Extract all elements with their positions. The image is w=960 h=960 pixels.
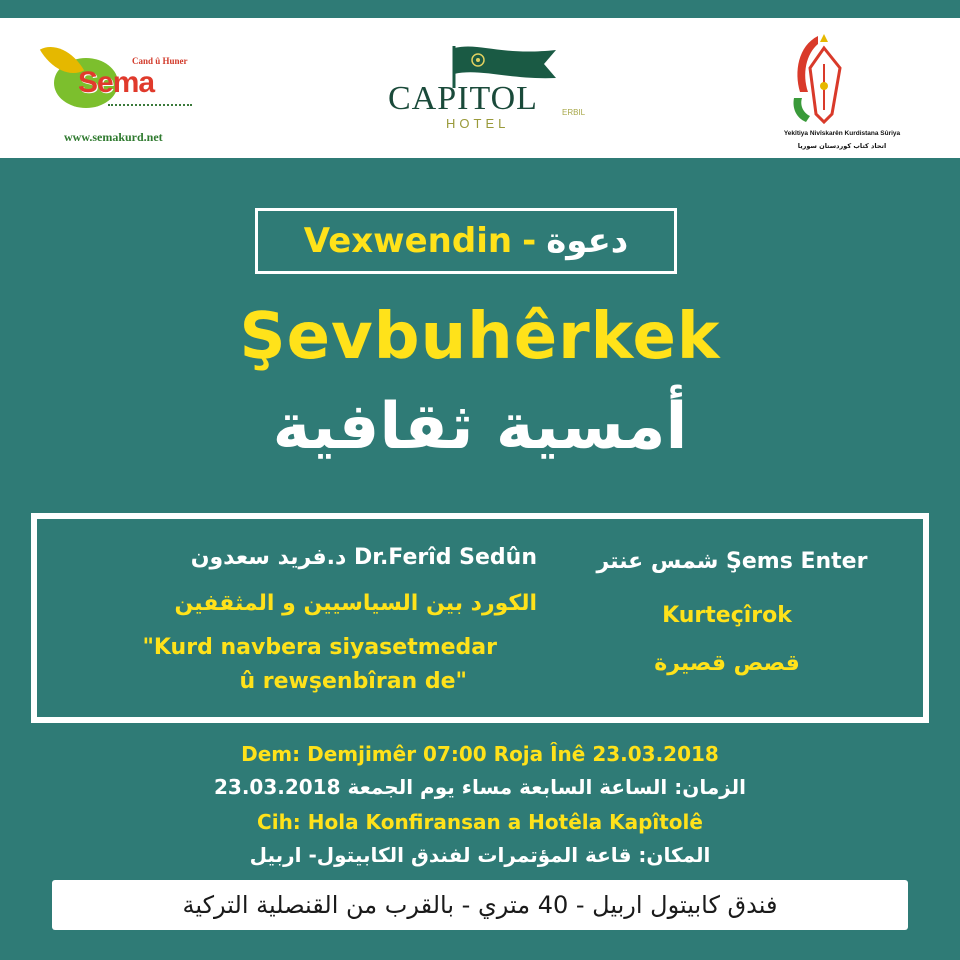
speaker-topic-kurdish: Kurteçîrok (662, 603, 792, 628)
event-title-arabic: أمسية ثقافية (272, 390, 688, 464)
invitation-latin: Vexwendin (303, 221, 513, 261)
sema-url: www.semakurd.net (64, 130, 163, 144)
writers-union-logo (780, 32, 910, 162)
speaker-topic-kurdish-line2: û rewşenbîran de" (239, 669, 467, 694)
event-place-arabic: المكان: قاعة المؤتمرات لفندق الكابيتول- اربيل (249, 843, 711, 867)
speaker-topic-kurdish-line1: "Kurd navbera siyasetmedar (142, 635, 497, 660)
invitation-arabic: دعوة (546, 221, 629, 261)
speaker-topic-arabic: الكورد بين السياسيين و المثقفين (174, 591, 537, 616)
event-time-arabic: الزمان: الساعة السابعة مساء يوم الجمعة 23.03.2018 (213, 775, 747, 799)
invitation-box (255, 208, 677, 274)
address-banner: فندق كابيتول اربيل - 40 متري - بالقرب من القنصلية التركية (52, 880, 908, 930)
speaker-name-sems: شمس عنتر Şems Enter (596, 549, 868, 574)
sema-wordmark: Sema (78, 66, 155, 99)
speakers-box (31, 513, 929, 723)
capitol-city: ERBIL (562, 108, 586, 117)
capitol-wordmark: CAPITOL (388, 80, 538, 117)
invitation-dash: - (522, 221, 537, 261)
sema-subline (108, 104, 192, 114)
top-strip (0, 0, 960, 18)
sema-tagline: Cand û Huner (132, 56, 188, 66)
speaker-topic-arabic-short: قصص قصيرة (654, 651, 800, 676)
union-name-latin: Yekîtiya Nivîskarên Kurdistana Sûriya (783, 130, 901, 137)
sema-logo (48, 40, 198, 150)
event-time-kurdish: Dem: Demjimêr 07:00 Roja Înê 23.03.2018 (241, 742, 719, 766)
capitol-hotel-label: HOTEL (446, 116, 510, 131)
pen-nib-icon (788, 32, 848, 124)
union-name-arabic: اتحاد كتاب كوردستان سوريا (797, 142, 887, 150)
logo-bar (0, 18, 960, 158)
event-title-latin: Şevbuhêrkek (239, 300, 721, 374)
capitol-hotel-logo (388, 42, 598, 142)
event-place-kurdish: Cih: Hola Konfiransan a Hotêla Kapîtolê (257, 810, 703, 834)
speaker-name-ferid: د.فريد سعدون Dr.Ferîd Sedûn (190, 545, 537, 570)
